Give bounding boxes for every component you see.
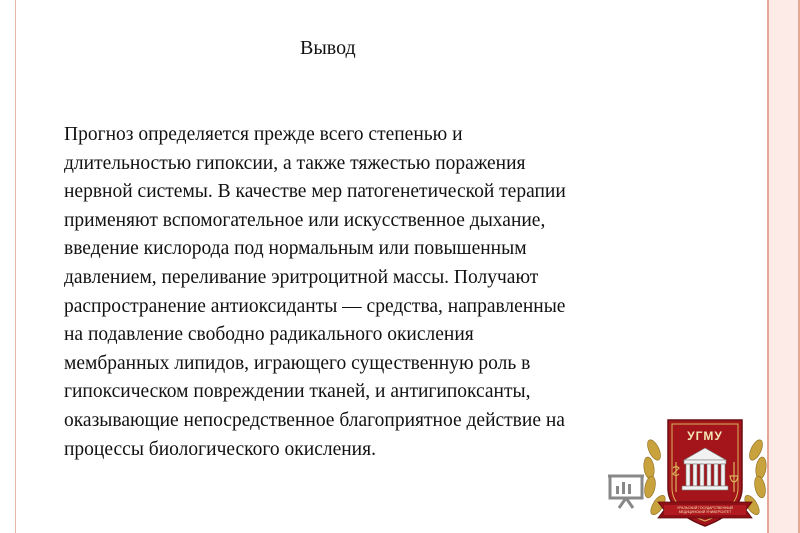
body-line: мембранных липидов, играющего существенную роль в xyxy=(64,352,531,374)
body-line: длительностью гипоксии, а также тяжестью поражения xyxy=(64,152,526,174)
slideshow-icon[interactable] xyxy=(606,470,646,510)
left-border-line xyxy=(15,0,16,533)
body-line: введение кислорода под нормальным или повышенным xyxy=(64,238,527,260)
body-line: на подавление свободно радикального окисления xyxy=(64,324,474,346)
right-decorative-stripe xyxy=(767,0,800,533)
body-line: распространение антиоксиданты — средства, направленные xyxy=(64,295,566,317)
body-line: применяют вспомогательное или искусственное дыхание, xyxy=(64,209,546,231)
university-abbreviation: УГМУ xyxy=(687,429,723,443)
body-line: Прогноз определяется прежде всего степенью и xyxy=(64,124,463,145)
body-line: гипоксическом повреждении тканей, и антигипоксанты, xyxy=(64,381,531,403)
body-line: давлением, переливание эритроцитной массы. Получают xyxy=(64,266,539,288)
slide-title: Вывод xyxy=(300,37,356,59)
body-line: нервной системы. В качестве мер патогенетической терапии xyxy=(64,181,566,203)
body-line: процессы биологического окисления. xyxy=(64,438,376,460)
body-line: оказывающие непосредственное благоприятное действие на xyxy=(64,409,565,431)
slide-body-text xyxy=(64,121,694,464)
university-caption: УРАЛЬСКИЙ ГОСУДАРСТВЕННЫЙ МЕДИЦИНСКИЙ УНИВЕРСИТЕТ xyxy=(677,506,733,514)
